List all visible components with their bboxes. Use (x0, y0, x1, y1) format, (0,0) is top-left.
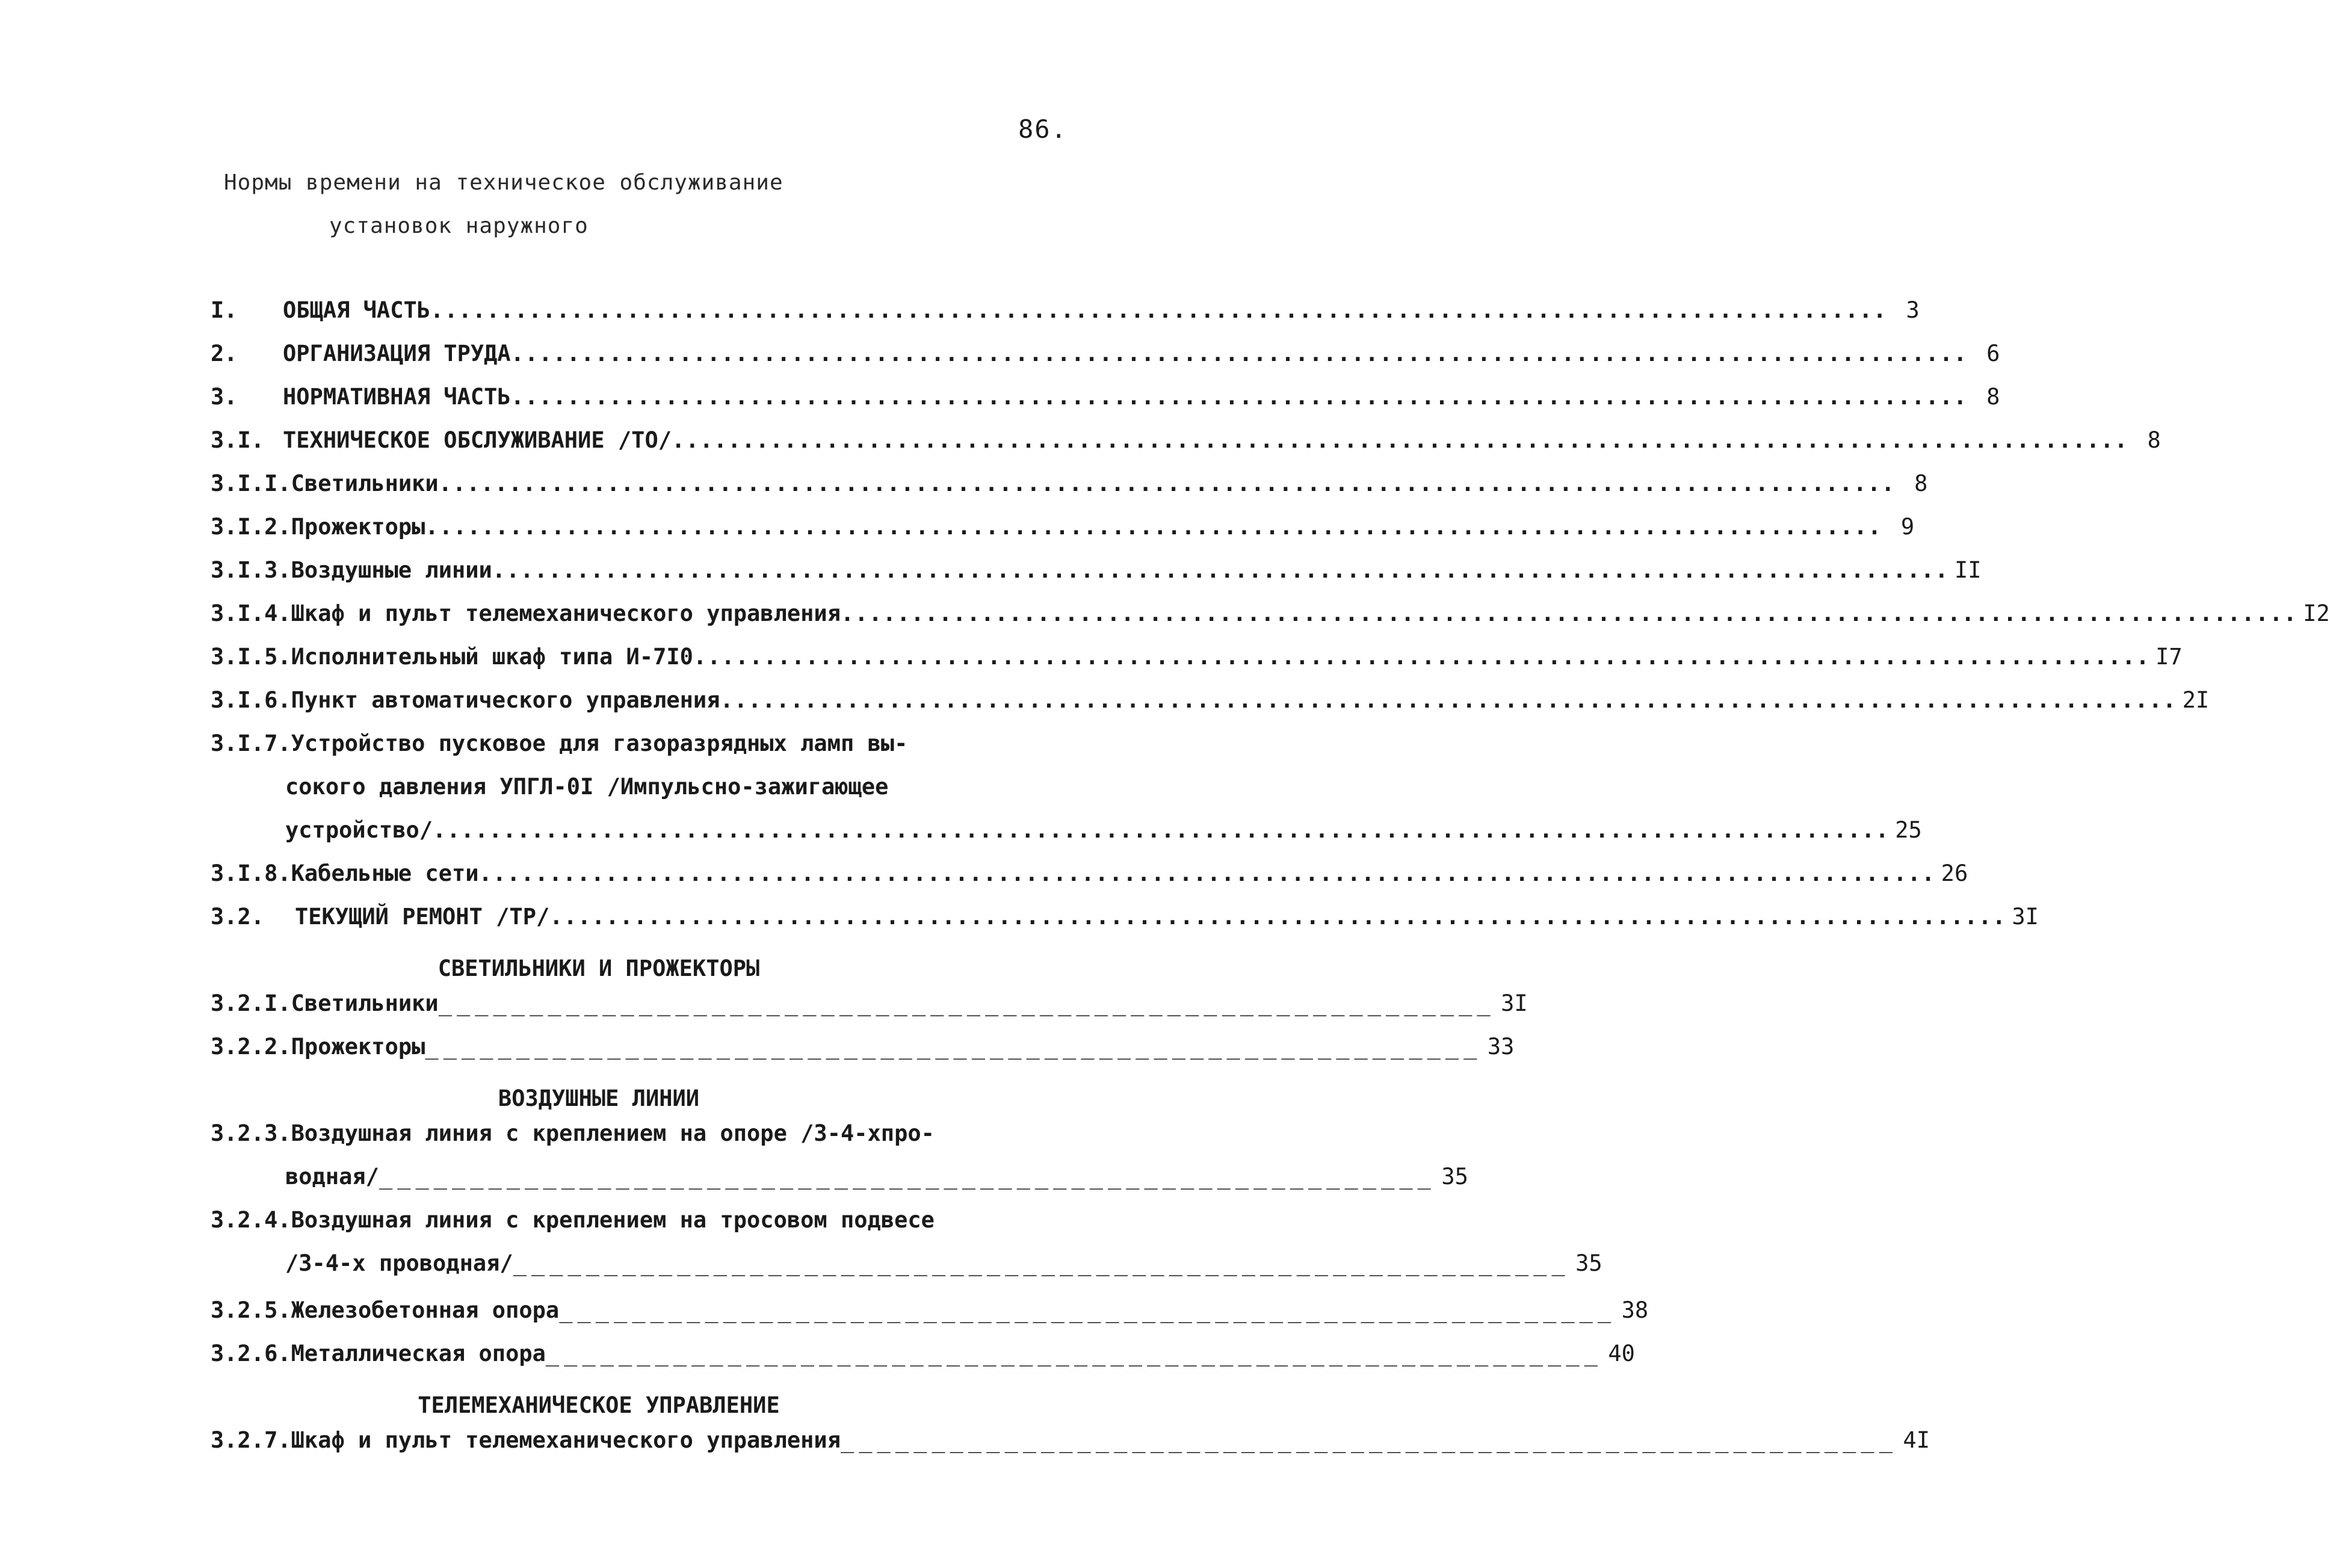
toc-entry (211, 1297, 1649, 1341)
toc-entry-number: 3.2. (211, 904, 265, 930)
page-number: 86. (1018, 114, 1068, 144)
toc-dot-leader: ........................................................................................................ (438, 471, 1896, 496)
toc-entry-page: 3I (1501, 990, 1528, 1016)
toc-entry-page: 35 (1441, 1164, 1468, 1190)
toc-entry-number: 3.I.8. (211, 860, 291, 886)
toc-entry-title-line: Устройство пусковое для газоразрядных ламп вы- (291, 730, 908, 756)
toc-entry-number: 3.2.2. (211, 1034, 291, 1060)
toc-dot-leader: ........................................................................................................ (430, 297, 1887, 323)
toc-entry-title: Железобетонная опора (291, 1297, 560, 1323)
toc-entry (211, 1034, 1515, 1077)
toc-entry (211, 297, 1920, 341)
toc-entry-page: 26 (1941, 860, 1968, 886)
toc-entry (211, 427, 2161, 471)
toc-entry-title: Исполнительный шкаф типа И-7I0 (291, 644, 693, 670)
toc-entry-number: 3.I.2. (211, 514, 291, 540)
toc-entry-continuation (211, 817, 1922, 860)
document-title (224, 161, 783, 248)
toc-entry-title: ОБЩАЯ ЧАСТЬ (283, 297, 431, 323)
toc-entry (211, 557, 1982, 600)
toc-subheading-telemechanics: ТЕЛЕМЕХАНИЧЕСКОЕ УПРАВЛЕНИЕ (418, 1392, 780, 1418)
toc-entry-page: 6 (1986, 341, 2000, 366)
toc-entry-title: Шкаф и пульт телемеханического управления (291, 600, 841, 626)
toc-dot-leader: ........................................................................................................ (840, 600, 2298, 626)
table-of-contents (211, 297, 2330, 1471)
toc-entry-number: 3.I.6. (211, 687, 291, 713)
toc-entry-title-line: /3-4-х проводная/ (285, 1250, 513, 1276)
toc-entry (211, 730, 963, 774)
toc-entry (211, 687, 2210, 730)
toc-entry-title: Светильники (291, 990, 439, 1016)
toc-dot-leader: ........................................................................................................ (672, 427, 2128, 453)
toc-dash-leader: __________________________________________________________ (513, 1250, 1570, 1276)
toc-subheading-lines: ВОЗДУШНЫЕ ЛИНИИ (498, 1085, 700, 1111)
toc-entry-title: ОРГАНИЗАЦИЯ ТРУДА (283, 341, 511, 366)
toc-entry-title: Кабельные сети (291, 860, 479, 886)
toc-dash-leader: __________________________________________________________ (425, 1034, 1482, 1060)
toc-entry (211, 471, 1928, 514)
toc-entry-title-line: водная/ (285, 1164, 379, 1190)
toc-dash-leader: __________________________________________________________ (559, 1297, 1616, 1323)
toc-entry-page: 8 (1986, 384, 2000, 410)
toc-entry-page: 3 (1906, 297, 1920, 323)
toc-entry-page: 33 (1487, 1034, 1515, 1060)
toc-entry-number: 3. (211, 384, 238, 410)
toc-entry-page: 3I (2012, 904, 2039, 930)
toc-dot-leader: ........................................................................................................ (478, 860, 1936, 886)
toc-entry-number: 3.2.3. (211, 1120, 291, 1146)
toc-entry-page: 8 (2147, 427, 2161, 453)
toc-entry (211, 1120, 963, 1164)
toc-entry-number: 3.I.4. (211, 600, 291, 626)
toc-entry-page: 9 (1900, 514, 1915, 540)
toc-entry-title: ТЕХНИЧЕСКОЕ ОБСЛУЖИВАНИЕ /ТО/ (283, 427, 672, 453)
toc-entry (211, 644, 2183, 687)
toc-entry-page: I2 (2303, 600, 2330, 626)
toc-dash-leader: __________________________________________________________ (379, 1164, 1436, 1190)
toc-entry-page: I7 (2155, 644, 2183, 670)
toc-entry-number: I. (211, 297, 238, 323)
toc-entry-title: Воздушные линии (291, 557, 492, 583)
toc-entry (211, 1341, 1635, 1384)
toc-dot-leader: ........................................................................................................ (693, 644, 2150, 670)
toc-entry-number: 3.I.I. (211, 471, 291, 496)
toc-entry-number: 3.2.5. (211, 1297, 291, 1323)
toc-entry-number: 2. (211, 341, 238, 366)
toc-dot-leader: ........................................................................................................ (510, 341, 1968, 366)
toc-dot-leader: ........................................................................................................ (720, 687, 2177, 713)
toc-entry-title-line: сокого давления УПГЛ-0I /Импульсно-зажигающее (285, 774, 889, 800)
toc-entry-continuation (211, 1164, 1468, 1207)
toc-entry-page: 25 (1895, 817, 1922, 843)
toc-entry-title-line: Воздушная линия с креплением на тросовом подвесе (291, 1207, 935, 1233)
toc-entry-number: 3.I.7. (211, 730, 291, 756)
toc-dot-leader: ........................................................................................................ (433, 817, 1890, 843)
toc-entry-number: 3.2.I. (211, 990, 291, 1016)
toc-entry-number: 3.I. (211, 427, 265, 453)
toc-dot-leader: ........................................................................................................ (492, 557, 1949, 583)
toc-dash-leader: __________________________________________________________ (438, 990, 1495, 1016)
title-line-1: Нормы времени на техническое обслуживание (224, 170, 783, 195)
toc-entry (211, 514, 1915, 557)
toc-entry-number: 3.I.5. (211, 644, 291, 670)
toc-entry-page: 2I (2182, 687, 2210, 713)
toc-entry-title-line: Воздушная линия с креплением на опоре /3-4-хпро- (291, 1120, 935, 1146)
toc-dot-leader: ........................................................................................................ (425, 514, 1882, 540)
toc-entry (211, 600, 2330, 644)
toc-entry-page: II (1954, 557, 1982, 583)
toc-entry-number: 3.2.4. (211, 1207, 291, 1233)
toc-subheading-lights: СВЕТИЛЬНИКИ И ПРОЖЕКТОРЫ (437, 955, 760, 981)
title-line-2: установок наружного (329, 214, 589, 238)
toc-dash-leader: __________________________________________________________ (840, 1427, 1897, 1453)
toc-entry-title: Пункт автоматического управления (291, 687, 720, 713)
toc-entry (211, 384, 2000, 427)
toc-entry-title: ТЕКУЩИЙ РЕМОНТ /ТР/ (295, 904, 550, 930)
toc-dot-leader: ........................................................................................................ (549, 904, 2006, 930)
toc-entry-page: 40 (1608, 1341, 1635, 1366)
toc-entry-number: 3.I.3. (211, 557, 291, 583)
toc-entry-number: 3.2.7. (211, 1427, 291, 1453)
toc-entry-page: 38 (1621, 1297, 1649, 1323)
toc-entry-title: НОРМАТИВНАЯ ЧАСТЬ (283, 384, 511, 410)
toc-entry (211, 990, 1528, 1034)
toc-entry-title: Шкаф и пульт телемеханического управления (291, 1427, 841, 1453)
toc-entry-title: Прожекторы (291, 514, 425, 540)
toc-entry-title: Прожекторы (291, 1034, 425, 1060)
toc-dot-leader: ........................................................................................................ (510, 384, 1968, 410)
toc-entry (211, 341, 2000, 384)
toc-entry-page: 8 (1914, 471, 1928, 496)
toc-entry-number: 3.2.6. (211, 1341, 291, 1366)
toc-entry-continuation (211, 1250, 1602, 1297)
toc-dash-leader: __________________________________________________________ (545, 1341, 1602, 1366)
toc-entry-title: Металлическая опора (291, 1341, 546, 1366)
toc-entry-continuation (211, 774, 963, 817)
toc-entry (211, 860, 1968, 904)
toc-entry-title-line: устройство/ (285, 817, 433, 843)
toc-entry (211, 904, 2039, 947)
toc-entry (211, 1207, 963, 1250)
toc-entry-page: 35 (1575, 1250, 1602, 1276)
toc-entry (211, 1427, 1930, 1471)
toc-entry-title: Светильники (291, 471, 439, 496)
toc-entry-page: 4I (1903, 1427, 1930, 1453)
